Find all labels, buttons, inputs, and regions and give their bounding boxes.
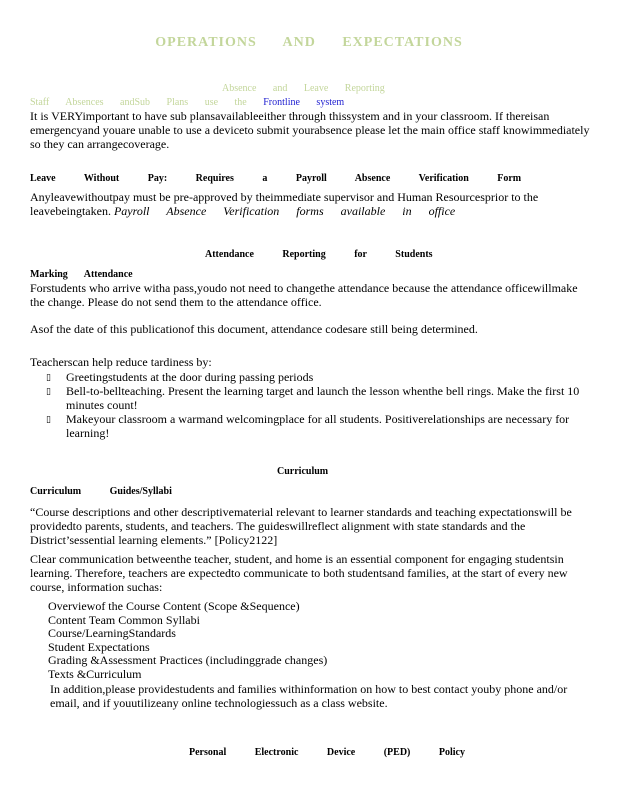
list-item: Content Team Common Syllabi — [48, 612, 200, 627]
absence-heading: Absence and Leave Reporting — [222, 83, 385, 94]
bullet-icon: ▯ — [46, 372, 51, 382]
staff-absences-heading — [30, 97, 344, 108]
list-item: Student Expectations — [48, 639, 150, 654]
curriculum-quote: “Course descriptions and other descriptivematerial relevant to learner standards and teaching expectationswill be providedto parents, students, and teachers. The guideswillreflect alignment with state standards and the District’sessential learning elements.” [Policy2122] — [30, 505, 572, 547]
course-info-list — [48, 600, 588, 681]
list-item: ▯ Greetingstudents at the door during passing periods — [46, 370, 314, 384]
curriculum-heading: Curriculum — [277, 466, 329, 477]
frontline-link[interactable]: Frontline — [263, 97, 300, 108]
tardiness-intro: Teacherscan help reduce tardiness by: — [30, 355, 212, 369]
bullet-icon: ▯ — [46, 386, 51, 396]
attendance-codes-paragraph: Asof the date of this publicationof this document, attendance codesare still being determined. — [30, 322, 478, 336]
leave-paragraph-text: Anyleavewithoutpay must be pre-approved by theimmediate supervisor and Human Resourcesprior to the leavebeingtaken. — [30, 190, 539, 218]
leave-without-pay-heading: Leave Without Pay: Requires a Payroll Absence Verification Form — [30, 173, 522, 184]
tardiness-list — [46, 370, 586, 440]
ped-policy-heading: Personal Electronic Device (PED) Policy — [189, 747, 465, 758]
attendance-heading: Attendance Reporting for Students — [205, 249, 433, 260]
marking-attendance-subheading: Marking Attendance — [30, 269, 133, 280]
staff-absences-label: Staff Absences andSub Plans use the — [30, 97, 247, 108]
absence-paragraph: It is VERYimportant to have sub plansavailableeither through thissystem and in your classroom. If thereisan emergencyand youare unable to use a deviceto submit yourabsence please let the main office staff knowimmediately so they can arrangecoverage. — [30, 109, 590, 151]
list-item: Grading &Assessment Practices (includinggrade changes) — [48, 653, 328, 667]
attendance-paragraph: Forstudents who arrive witha pass,youdo not need to changethe attendance because the attendance officewillmake the change. Please do not send them to the attendance office. — [30, 281, 578, 309]
page-title: OPERATIONS AND EXPECTATIONS — [155, 35, 463, 50]
leave-paragraph — [30, 190, 590, 218]
contact-info-paragraph: In addition,please providestudents and families withinformation on how to best contact youby phone and/or email, and if youutilizeany online technologiessuch as a class website. — [50, 682, 568, 710]
list-item: Overviewof the Course Content (Scope &Sequence) — [48, 599, 300, 613]
curriculum-guides-subheading: Curriculum Guides/Syllabi — [30, 486, 172, 497]
list-item: ▯ Bell-to-bellteaching. Present the learning target and launch the lesson whenthe bell rings. Make the first 10 minutes count! — [46, 384, 580, 412]
bullet-icon: ▯ — [46, 414, 51, 424]
list-item: ▯ Makeyour classroom a warmand welcomingplace for all students. Positiverelationships are necessary for learning! — [46, 412, 570, 440]
system-link[interactable]: system — [316, 97, 345, 108]
payroll-form-note: Payroll Absence Verification forms available in office — [113, 204, 456, 218]
list-item: Course/LearningStandards — [48, 626, 176, 640]
list-item: Texts &Curriculum — [48, 666, 142, 681]
communication-paragraph: Clear communication betweenthe teacher, student, and home is an essential component for engaging studentsin learning. Therefore, teachers are expectedto communicate to both studentsand families, at the start of every new course, information suchas: — [30, 552, 568, 594]
